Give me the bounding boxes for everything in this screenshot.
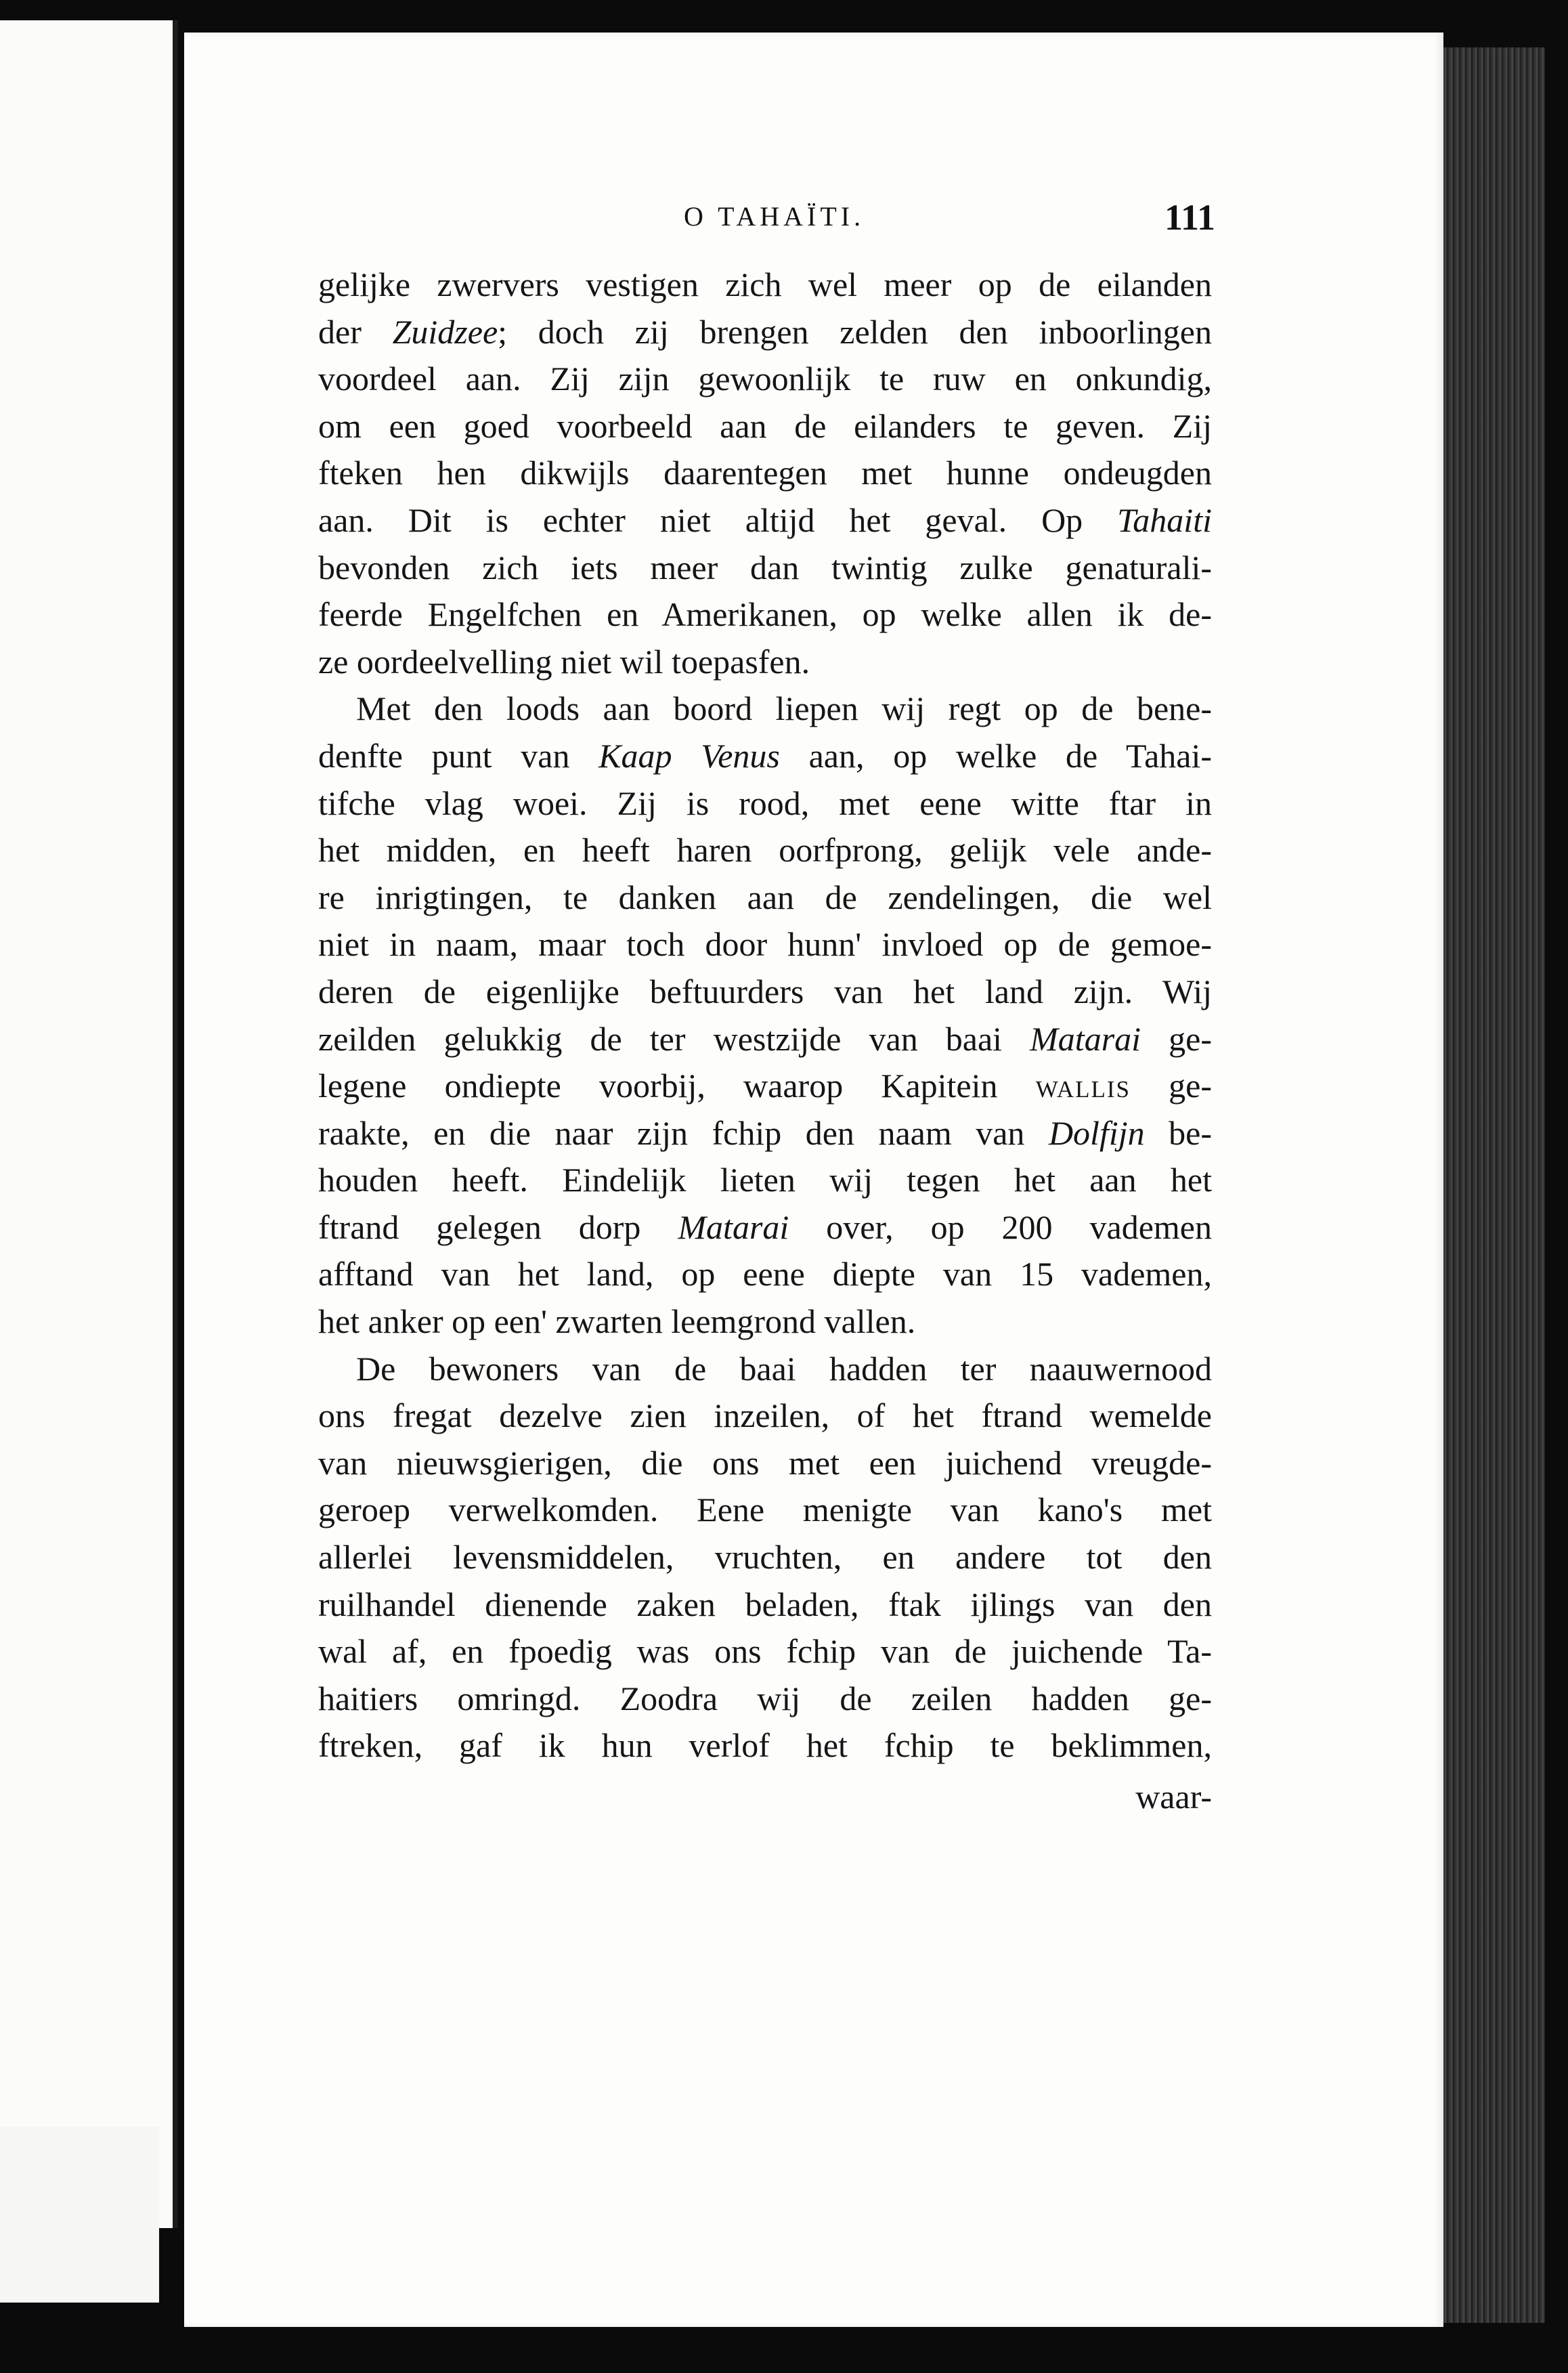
text-line: ze oordeelvelling niet wil toepasfen. bbox=[318, 642, 810, 681]
text-line: om een goed voorbeeld aan de eilanders te geven. Zij bbox=[318, 406, 1212, 445]
text-line: zeilden gelukkig de ter westzijde van baai Matarai ge- bbox=[318, 1019, 1212, 1058]
text-line: ftreken, gaf ik hun verlof het fchip te beklimmen, bbox=[318, 1726, 1212, 1765]
text-line: geroep verwelkomden. Eene menigte van kano's met bbox=[318, 1491, 1212, 1529]
text-line: feerde Engelfchen en Amerikanen, op welke allen ik de- bbox=[318, 595, 1212, 634]
text-line: het anker op een' zwarten leemgrond vallen. bbox=[318, 1302, 916, 1341]
text-line: aan. Dit is echter niet altijd het geval. Op Tahaiti bbox=[318, 500, 1212, 539]
text-line: legene ondiepte voorbij, waarop Kapitein wallis ge- bbox=[318, 1067, 1213, 1105]
left-page-lower bbox=[0, 2126, 159, 2303]
text-line: der Zuidzee; doch zij brengen zelden den inboorlingen bbox=[318, 312, 1212, 351]
text-line: ruilhandel dienende zaken beladen, ftak ijlings van den bbox=[318, 1585, 1212, 1623]
text-line: houden heeft. Eindelijk lieten wij tegen het aan het bbox=[318, 1161, 1212, 1199]
text-line: raakte, en die naar zijn fchip den naam van Dolfijn be- bbox=[318, 1113, 1212, 1152]
text-line: bevonden zich iets meer dan twintig zulke genaturali- bbox=[318, 548, 1212, 586]
page-edges bbox=[1443, 47, 1545, 2323]
text-line: haitiers omringd. Zoodra wij de zeilen hadden ge- bbox=[318, 1679, 1212, 1717]
text-line: ons fregat dezelve zien inzeilen, of het ftrand wemelde bbox=[318, 1396, 1212, 1435]
text-line: ftrand gelegen dorp Matarai over, op 200 vademen bbox=[318, 1207, 1212, 1246]
text-line: voordeel aan. Zij zijn gewoonlijk te ruw en onkundig, bbox=[318, 360, 1212, 398]
text-line: allerlei levensmiddelen, vruchten, en andere tot den bbox=[318, 1538, 1212, 1577]
text-line: deren de eigenlijke beftuurders van het land zijn. Wij bbox=[318, 972, 1212, 1010]
text-line: het midden, en heeft haren oorfprong, gelijk vele ande- bbox=[318, 831, 1212, 870]
left-page-edge bbox=[0, 20, 178, 2228]
catchword: waar- bbox=[1135, 1778, 1212, 1816]
body-text bbox=[318, 261, 1212, 1821]
text-line: re inrigtingen, te danken aan de zendelingen, die wel bbox=[318, 878, 1212, 916]
page-header bbox=[684, 197, 1510, 241]
text-line: tifche vlag woei. Zij is rood, met eene witte ftar in bbox=[318, 784, 1212, 822]
text-line: niet in naam, maar toch door hunn' invloed op de gemoe- bbox=[318, 925, 1212, 964]
running-head: O TAHAÏTI. bbox=[684, 201, 865, 232]
text-line: afftand van het land, op eene diepte van 15 vademen, bbox=[318, 1255, 1212, 1294]
text-line: wal af, en fpoedig was ons fchip van de juichende Ta- bbox=[318, 1632, 1212, 1671]
text-line: van nieuwsgierigen, die ons met een juichend vreugde- bbox=[318, 1443, 1212, 1482]
paragraph-start-line: Met den loods aan boord liepen wij regt op de bene- bbox=[356, 689, 1212, 728]
page-number: 111 bbox=[1164, 197, 1216, 238]
paragraph-start-line: De bewoners van de baai hadden ter naauwernood bbox=[356, 1349, 1212, 1388]
text-line: fteken hen dikwijls daarentegen met hunne ondeugden bbox=[318, 454, 1212, 492]
text-line: denfte punt van Kaap Venus aan, op welke de Tahai- bbox=[318, 736, 1213, 775]
text-line: gelijke zwervers vestigen zich wel meer op de eilanden bbox=[318, 265, 1212, 303]
